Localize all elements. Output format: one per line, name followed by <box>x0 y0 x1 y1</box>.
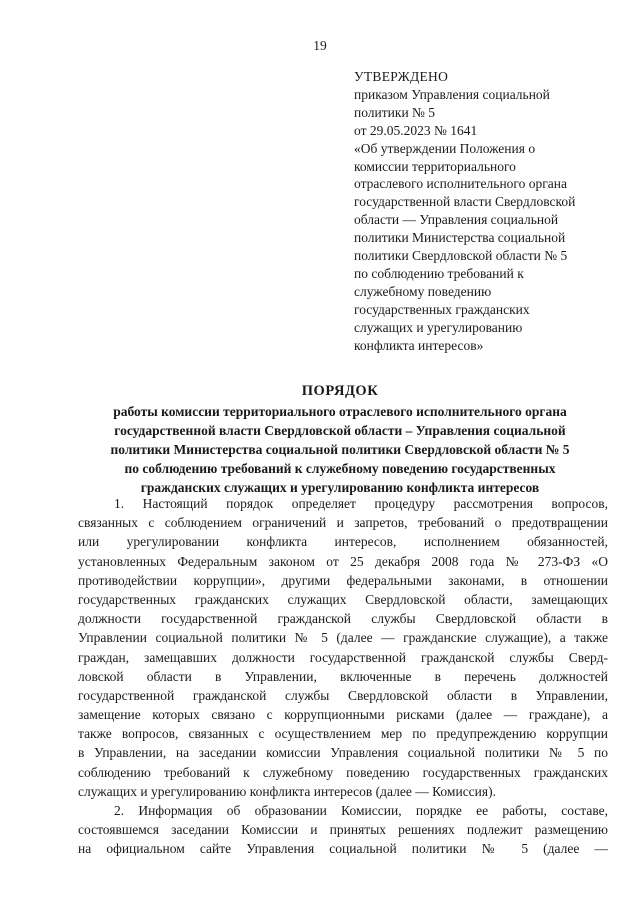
approval-line: государственных гражданских <box>354 301 530 317</box>
subtitle-line: по соблюдению требований к служебному поведению государственных <box>124 461 556 476</box>
approval-line: служебному поведению <box>354 283 492 299</box>
paragraph-line: Управлении социальной политики № 5 (далее — гражданские служащие), а также <box>78 630 608 646</box>
paragraph-line: граждан, замещавших должности государственной гражданской службы Сверд- <box>78 649 608 665</box>
paragraph-line: в Управлении, на заседании комиссии Управления социальной политики № 5 по <box>78 745 608 761</box>
approval-line: области — Управления социальной <box>354 212 559 228</box>
paragraph-line: замещение которых связано с коррупционными рисками (далее — граждане), а <box>78 707 608 723</box>
approval-heading: УТВЕРЖДЕНО <box>354 69 449 84</box>
paragraph-line: 1. Настоящий порядок определяет процедуру рассмотрения вопросов, <box>114 496 608 511</box>
subtitle-line: работы комиссии территориального отраслевого исполнительного органа <box>113 404 567 419</box>
approval-stamp <box>354 68 616 355</box>
document-subtitle <box>72 402 608 497</box>
paragraph-line: ловской области в Управлении, включенные в перечень должностей <box>78 668 608 684</box>
paragraph-line: состоявшемся заседании Комиссии и принятых решениях подлежит размещению <box>78 822 608 838</box>
approval-line: по соблюдению требований к <box>354 265 524 281</box>
paragraph-line: должности государственной гражданской службы Свердловской области в <box>78 611 608 627</box>
document-body <box>78 494 608 859</box>
approval-line: приказом Управления социальной <box>354 86 550 102</box>
paragraph-line: государственной гражданской службы Свердловской области в Управлении, <box>78 687 608 703</box>
paragraph-line: 2. Информация об образовании Комиссии, порядке ее работы, составе, <box>114 803 608 818</box>
subtitle-line: государственной власти Свердловской области – Управления социальной <box>114 423 566 438</box>
paragraph-line: также вопросов, связанных с осуществлением мер по предупреждению коррупции <box>78 726 608 742</box>
paragraph-line: связанных с соблюдением ограничений и запретов, требований о предотвращении <box>78 515 608 531</box>
approval-line: политики Свердловской области № 5 <box>354 248 568 264</box>
approval-line: отраслевого исполнительного органа <box>354 176 567 192</box>
subtitle-line: гражданских служащих и урегулированию конфликта интересов <box>140 480 540 495</box>
paragraph-1 <box>78 494 608 801</box>
paragraph-line: государственных гражданских служащих Свердловской области, замещающих <box>78 591 608 607</box>
paragraph-line: установленных Федеральным законом от 25 декабря 2008 года № 273-ФЗ «О <box>78 553 608 569</box>
approval-line: «Об утверждении Положения о <box>354 140 536 156</box>
subtitle-line: политики Министерства социальной политики Свердловской области № 5 <box>110 442 570 457</box>
paragraph-2 <box>78 801 608 859</box>
document-heading <box>72 380 608 497</box>
paragraph-line: противодействии коррупции», другими федеральными законами, в отношении <box>78 572 608 588</box>
paragraph-line: служащих и урегулированию конфликта интересов (далее — Комиссия). <box>78 783 496 799</box>
approval-line: государственной власти Свердловской <box>354 194 576 210</box>
approval-line: политики Министерства социальной <box>354 230 566 246</box>
page-number: 19 <box>313 38 327 53</box>
paragraph-line: или урегулировании конфликта интересов, исполнением обязанностей, <box>78 534 608 550</box>
approval-line: комиссии территориального <box>354 158 516 174</box>
approval-line: служащих и урегулированию <box>354 319 523 335</box>
approval-line: от 29.05.2023 № 1641 <box>354 122 478 138</box>
paragraph-line: соблюдению требований к служебному поведению государственных гражданских <box>78 764 608 780</box>
paragraph-line: на официальном сайте Управления социальной политики № 5 (далее — <box>78 841 608 857</box>
approval-line: политики № 5 <box>354 104 436 120</box>
approval-line: конфликта интересов» <box>354 337 484 353</box>
document-title: ПОРЯДОК <box>301 383 379 399</box>
